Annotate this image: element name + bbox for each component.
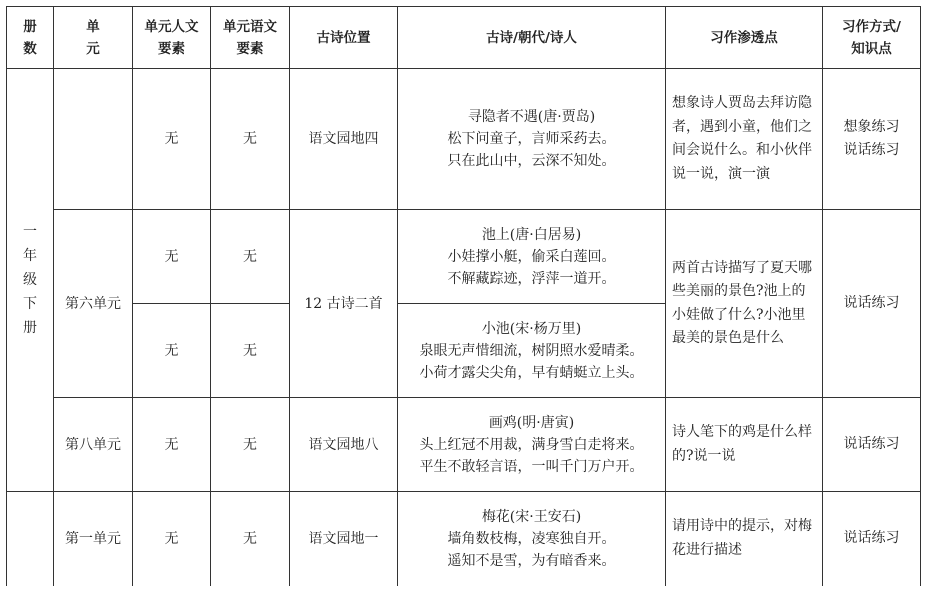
poem-position-cell: 12 古诗二首 bbox=[290, 210, 398, 398]
table-row bbox=[7, 69, 921, 210]
poem-line: 头上红冠不用裁，满身雪白走将来。 bbox=[419, 436, 644, 453]
unit-cell bbox=[54, 69, 133, 210]
poetry-table bbox=[6, 6, 921, 586]
header-language-element: 单元语文 要素 bbox=[211, 7, 290, 69]
poem-cell bbox=[398, 304, 666, 398]
poem-title: 画鸡(明·唐寅) bbox=[488, 414, 575, 431]
table-row bbox=[7, 492, 921, 586]
header-row bbox=[7, 7, 921, 69]
volume-cell bbox=[7, 492, 54, 586]
header-writing-point: 习作渗透点 bbox=[666, 7, 823, 69]
poem-line: 平生不敢轻言语，一叫千门万户开。 bbox=[419, 458, 644, 475]
humanistic-element-cell: 无 bbox=[133, 492, 211, 586]
header-humanistic-element: 单元人文 要素 bbox=[133, 7, 211, 69]
humanistic-element-cell: 无 bbox=[133, 398, 211, 492]
header-unit: 单 元 bbox=[54, 7, 133, 69]
writing-point-cell: 请用诗中的提示，对梅花进行描述 bbox=[666, 492, 823, 586]
poem-line: 墙角数枝梅，凌寒独自开。 bbox=[447, 530, 616, 547]
unit-cell: 第一单元 bbox=[54, 492, 133, 586]
humanistic-element-cell: 无 bbox=[133, 69, 211, 210]
header-volume: 册 数 bbox=[7, 7, 54, 69]
writing-point-cell: 想象诗人贾岛去拜访隐者，遇到小童，他们之间会说什么。和小伙伴说一说，演一演 bbox=[666, 69, 823, 210]
writing-method-cell: 说话练习 bbox=[823, 398, 921, 492]
unit-cell: 第八单元 bbox=[54, 398, 133, 492]
poem-cell bbox=[398, 398, 666, 492]
language-element-cell: 无 bbox=[211, 69, 290, 210]
language-element-cell: 无 bbox=[211, 210, 290, 304]
poem-cell bbox=[398, 69, 666, 210]
poem-position-cell: 语文园地八 bbox=[290, 398, 398, 492]
header-poem-position: 古诗位置 bbox=[290, 7, 398, 69]
header-writing-method: 习作方式/ 知识点 bbox=[823, 7, 921, 69]
writing-point-cell: 诗人笔下的鸡是什么样的?说一说 bbox=[666, 398, 823, 492]
poem-title: 小池(宋·杨万里) bbox=[481, 320, 582, 337]
poem-line: 小娃撑小艇，偷采白莲回。 bbox=[447, 248, 616, 265]
language-element-cell: 无 bbox=[211, 398, 290, 492]
writing-method-cell: 说话练习 bbox=[823, 492, 921, 586]
poem-title: 梅花(宋·王安石) bbox=[481, 508, 582, 525]
table-row bbox=[7, 398, 921, 492]
writing-point-cell: 两首古诗描写了夏天哪些美丽的景色?池上的小娃做了什么?小池里最美的景色是什么 bbox=[666, 210, 823, 398]
poem-line: 小荷才露尖尖角，早有蜻蜓立上头。 bbox=[419, 364, 644, 381]
poem-line: 泉眼无声惜细流，树阴照水爱晴柔。 bbox=[419, 342, 644, 359]
language-element-cell: 无 bbox=[211, 492, 290, 586]
writing-method-cell: 说话练习 bbox=[823, 210, 921, 398]
poem-title: 寻隐者不遇(唐·贾岛) bbox=[467, 109, 596, 125]
humanistic-element-cell: 无 bbox=[133, 210, 211, 304]
poem-line: 遥知不是雪，为有暗香来。 bbox=[447, 552, 616, 569]
poem-position-cell: 语文园地四 bbox=[290, 69, 398, 210]
poem-line: 不解藏踪迹，浮萍一道开。 bbox=[447, 270, 616, 287]
poem-cell bbox=[398, 492, 666, 586]
unit-cell: 第六单元 bbox=[54, 210, 133, 398]
header-poem: 古诗/朝代/诗人 bbox=[398, 7, 666, 69]
poem-line: 只在此山中，云深不知处。 bbox=[447, 153, 616, 169]
volume-cell: 一 年 级 下 册 bbox=[7, 69, 54, 492]
poem-cell bbox=[398, 210, 666, 304]
table-row bbox=[7, 210, 921, 304]
language-element-cell: 无 bbox=[211, 304, 290, 398]
poem-position-cell: 语文园地一 bbox=[290, 492, 398, 586]
poem-title: 池上(唐·白居易) bbox=[481, 226, 582, 243]
writing-method-cell: 想象练习 说话练习 bbox=[823, 69, 921, 210]
humanistic-element-cell: 无 bbox=[133, 304, 211, 398]
poem-line: 松下问童子，言师采药去。 bbox=[447, 131, 616, 147]
